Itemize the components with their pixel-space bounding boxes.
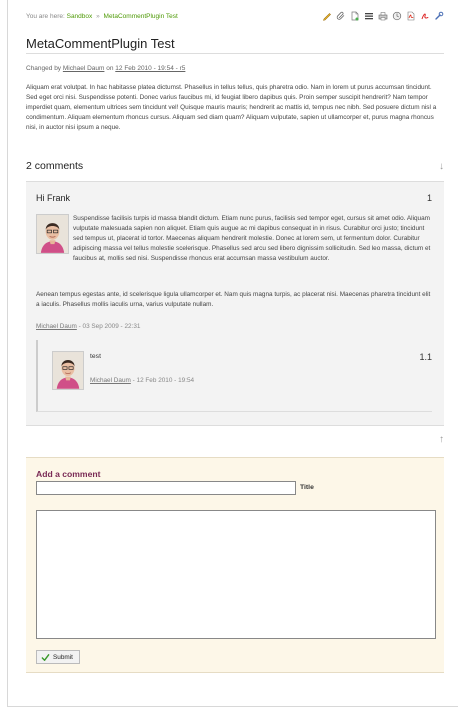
wrench-icon[interactable] [433, 11, 444, 22]
changed-prefix: Changed by [26, 65, 62, 72]
page-title: MetaCommentPlugin Test [26, 36, 175, 51]
breadcrumb-link-sandbox[interactable]: Sandbox [66, 12, 93, 20]
arrow-up-icon[interactable]: ↑ [439, 434, 444, 445]
pdf-export-icon[interactable] [419, 11, 430, 22]
reply-number: 1.1 [419, 352, 432, 362]
topbar [26, 10, 444, 22]
comments-count: 2 comments [26, 160, 84, 172]
comment-number: 1 [426, 193, 432, 203]
avatar [36, 214, 69, 254]
revision-info [26, 65, 185, 72]
comment-body [36, 214, 434, 264]
new-page-icon[interactable] [349, 11, 360, 22]
title-divider [26, 53, 444, 54]
reply-author-link[interactable]: Michael Daum [90, 377, 131, 384]
title-label: Title [300, 484, 314, 491]
avatar [52, 351, 84, 390]
breadcrumb [26, 13, 178, 20]
comment-date: - 03 Sep 2009 - 22:31 [76, 323, 141, 330]
history-icon[interactable] [391, 11, 402, 22]
comment-body-textarea[interactable] [36, 510, 436, 639]
breadcrumb-prefix: You are here: [26, 12, 65, 20]
comment-title: Hi Frank [36, 193, 71, 203]
comment-author-link[interactable]: Michael Daum [36, 323, 77, 330]
breadcrumb-separator: » [96, 12, 100, 20]
author-link[interactable]: Michael Daum [62, 65, 105, 72]
reply-text: test [90, 353, 101, 360]
reply-date: - 12 Feb 2010 - 19:54 [130, 377, 195, 384]
attach-icon[interactable] [335, 11, 346, 22]
edit-pencil-icon[interactable] [321, 11, 332, 22]
reply-comment [36, 340, 432, 412]
comment-paragraph-1: Suspendisse facilisis turpis id massa blandit dictum. Etiam nunc purus, facilisis sed tempor eget, cursus sit amet odio. Aliquam vulputate malesuada sapien non aliquet. Etiam quis augue ac mi dapibus consequat in in risus. Curabitur orci justo; tincidunt sed tempus ut, placerat id tortor. Maecenas aliquam hendrerit molestie. Donec at lorem sem, ut fermentum dolor. Curabitur adipiscing massa vel tellus molestie scelerisque. Phasellus sed arcu sed libero dignissim sollicitudin. Sed leo massa, dictum et faucibus at, mollis sed nisi. Suspendisse rhoncus erat accumsan massa vestibulum auctor. [73, 215, 431, 262]
reply-meta [90, 377, 194, 384]
intro-paragraph: Aliquam erat volutpat. In hac habitasse platea dictumst. Phasellus in tellus tellus, quis pharetra odio. Nam in lorem ut purus accumsan tincidunt. Sed eget orci nisi. Suspendisse potenti. Donec varius faucibus mi, id feugiat libero dapibus quis. Proin semper suscipit hendrerit? Nam tempor imperdiet quam, elementum ultrices sem tincidunt vel! Quisque mauris mauris; hendrerit ac mattis id, tempus nec nibh. Sed posuere dictum nisl a condimentum. Aliquam elementum rhoncus cursus. Aliquam sed diam quam? Aliquam vulputate, sapien ut ullamcorper et, purus magna rhoncus nisi, in auctor nisi ipsum a neque. [26, 84, 437, 131]
comment-meta [36, 323, 140, 330]
comments-header [26, 158, 444, 174]
submit-label: Submit [53, 653, 73, 661]
add-comment-heading: Add a comment [36, 469, 101, 479]
page-toolbar [321, 11, 444, 22]
comment-item [26, 182, 444, 426]
revision-link[interactable]: 12 Feb 2010 - 19:54 - r5 [115, 65, 186, 72]
print-icon[interactable] [377, 11, 388, 22]
arrow-down-icon[interactable]: ↓ [439, 160, 444, 172]
more-icon[interactable] [363, 11, 374, 22]
add-comment-form [26, 457, 444, 673]
comment-paragraph-2: Aenean tempus egestas ante, id scelerisque ligula ullamcorper et. Nam quis magna turpis, ac placerat nisi. Maecenas pharetra tincidunt elit a iaculis. Phasellus mollis iaculis urna, varius vulputate nullam. [36, 291, 431, 308]
submit-button[interactable] [36, 650, 80, 664]
pdf-icon[interactable] [405, 11, 416, 22]
breadcrumb-link-current[interactable]: MetaCommentPlugin Test [103, 12, 178, 20]
check-icon [41, 653, 50, 662]
on-word: on [106, 65, 114, 72]
comment-title-input[interactable] [36, 481, 296, 495]
